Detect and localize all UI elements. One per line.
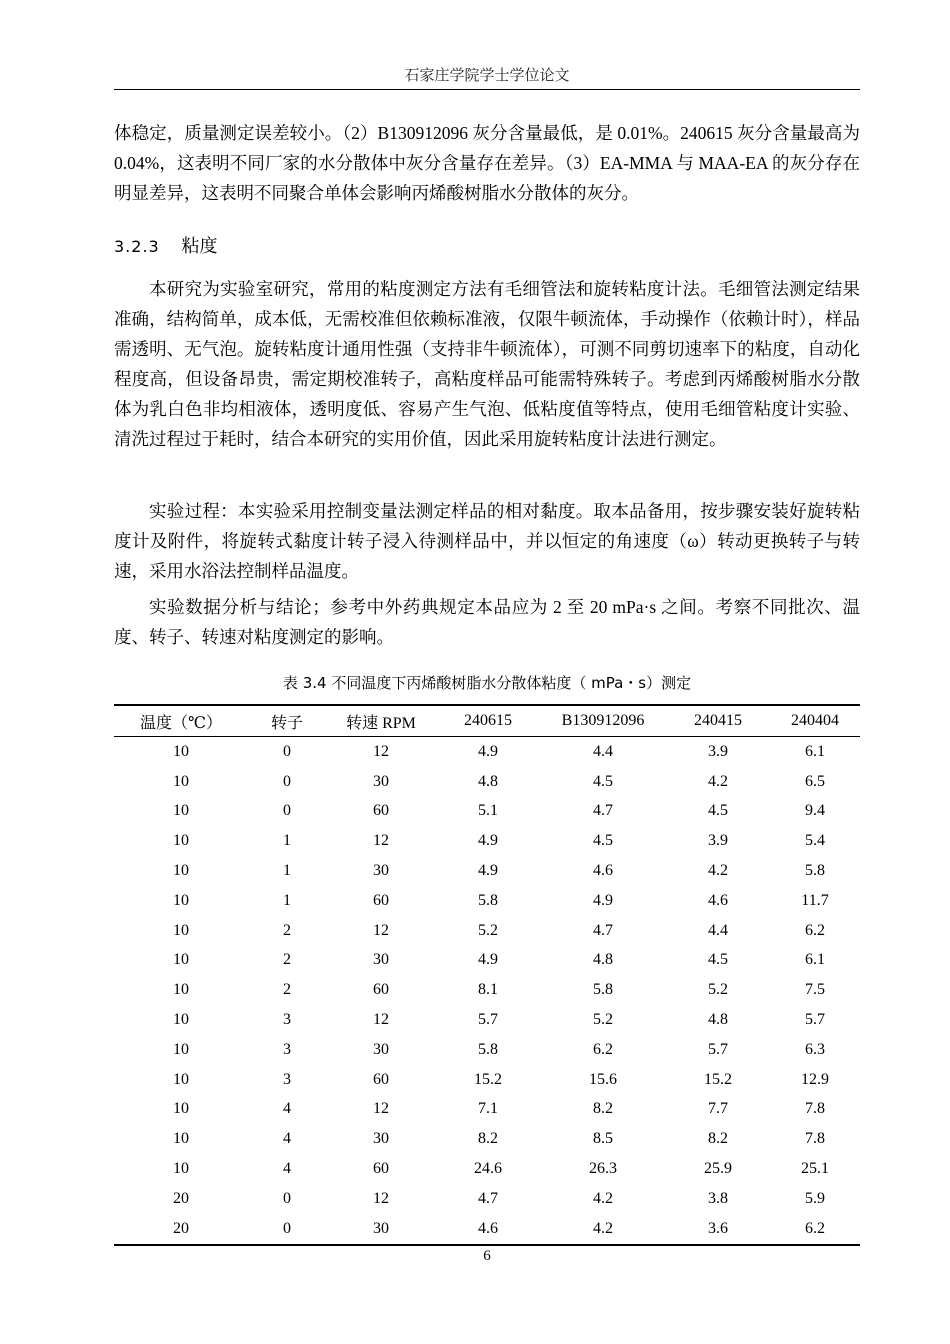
table-cell: 4.2 xyxy=(708,862,728,880)
table-cell: 20 xyxy=(173,1189,189,1207)
table-row xyxy=(114,886,860,916)
column-header-240415: 240415 xyxy=(694,712,742,729)
section-title: 粘度 xyxy=(181,236,218,257)
table-cell: 15.2 xyxy=(704,1070,732,1088)
table-cell: 4.9 xyxy=(478,742,498,760)
table-cell: 26.3 xyxy=(589,1160,617,1178)
table-cell: 4.4 xyxy=(708,921,728,939)
table-row xyxy=(114,1124,860,1154)
table-cell: 8.2 xyxy=(708,1130,728,1148)
table-row xyxy=(114,826,860,856)
table-cell: 3 xyxy=(283,1011,291,1029)
table-cell: 5.8 xyxy=(593,981,613,999)
table-cell: 10 xyxy=(173,832,189,850)
table-cell: 10 xyxy=(173,802,189,820)
table-cell: 0 xyxy=(283,1189,291,1207)
table-cell: 6.3 xyxy=(805,1040,825,1058)
table-row xyxy=(114,946,860,976)
table-cell: 6.1 xyxy=(805,742,825,760)
table-caption: 表 3.4 不同温度下丙烯酸树脂水分散体粘度（ mPa・s）测定 xyxy=(282,674,692,692)
table-cell: 0 xyxy=(283,742,291,760)
table-cell: 10 xyxy=(173,772,189,790)
table-cell: 10 xyxy=(173,742,189,760)
table-row xyxy=(114,1005,860,1035)
table-row xyxy=(114,1035,860,1065)
table-cell: 5.7 xyxy=(805,1011,825,1029)
table-row xyxy=(114,797,860,827)
table-cell: 4.8 xyxy=(708,1011,728,1029)
table-cell: 9.4 xyxy=(805,802,825,820)
header-rule xyxy=(114,89,860,90)
table-cell: 5.2 xyxy=(708,981,728,999)
table-cell: 10 xyxy=(173,1160,189,1178)
table-cell: 4.2 xyxy=(593,1189,613,1207)
table-cell: 4.7 xyxy=(593,921,613,939)
table-cell: 4.9 xyxy=(478,832,498,850)
table-cell: 5.8 xyxy=(478,1040,498,1058)
table-cell: 4.6 xyxy=(593,862,613,880)
table-cell: 4.9 xyxy=(593,891,613,909)
table-row xyxy=(114,767,860,797)
table-cell: 4 xyxy=(283,1160,291,1178)
table-cell: 60 xyxy=(373,1160,389,1178)
table-cell: 0 xyxy=(283,802,291,820)
section-heading xyxy=(114,232,217,262)
table-cell: 10 xyxy=(173,1011,189,1029)
table-cell: 4.8 xyxy=(478,772,498,790)
table-cell: 0 xyxy=(283,1219,291,1237)
table-cell: 15.2 xyxy=(474,1070,502,1088)
table-cell: 6.5 xyxy=(805,772,825,790)
table-cell: 5.9 xyxy=(805,1189,825,1207)
table-cell: 3.9 xyxy=(708,742,728,760)
table-cell: 10 xyxy=(173,1130,189,1148)
table-header-row xyxy=(114,705,860,737)
table-cell: 4.5 xyxy=(708,951,728,969)
table-row xyxy=(114,1214,860,1245)
table-cell: 10 xyxy=(173,891,189,909)
table-cell: 2 xyxy=(283,981,291,999)
section-number: 3.2.3 xyxy=(114,237,160,256)
table-cell: 30 xyxy=(373,772,389,790)
table-cell: 12 xyxy=(373,921,389,939)
table-cell: 10 xyxy=(173,862,189,880)
table-cell: 5.4 xyxy=(805,832,825,850)
table-cell: 10 xyxy=(173,921,189,939)
column-header-temperature: 温度（℃） xyxy=(140,714,222,732)
page-number: 6 xyxy=(483,1248,491,1264)
table-row xyxy=(114,1154,860,1184)
table-cell: 12 xyxy=(373,742,389,760)
table-cell: 60 xyxy=(373,981,389,999)
table-cell: 4.9 xyxy=(478,951,498,969)
column-header-240404: 240404 xyxy=(791,712,839,729)
table-cell: 30 xyxy=(373,1040,389,1058)
table-cell: 5.2 xyxy=(478,921,498,939)
table-cell: 10 xyxy=(173,1100,189,1118)
viscosity-table xyxy=(114,704,860,1246)
table-cell: 4.7 xyxy=(478,1189,498,1207)
table-cell: 7.8 xyxy=(805,1130,825,1148)
table-cell: 7.5 xyxy=(805,981,825,999)
table-cell: 6.1 xyxy=(805,951,825,969)
table-cell: 4 xyxy=(283,1100,291,1118)
table-cell: 12 xyxy=(373,1100,389,1118)
table-cell: 4.6 xyxy=(708,891,728,909)
table-cell: 60 xyxy=(373,891,389,909)
table-cell: 6.2 xyxy=(593,1040,613,1058)
table-cell: 1 xyxy=(283,832,291,850)
table-body xyxy=(114,737,860,1245)
table-cell: 4 xyxy=(283,1130,291,1148)
table-cell: 5.8 xyxy=(805,862,825,880)
table-cell: 0 xyxy=(283,772,291,790)
table-cell: 20 xyxy=(173,1219,189,1237)
table-cell: 5.8 xyxy=(478,891,498,909)
table-cell: 4.4 xyxy=(593,742,613,760)
table-row xyxy=(114,916,860,946)
table-cell: 4.9 xyxy=(478,862,498,880)
table-cell: 3.8 xyxy=(708,1189,728,1207)
paragraph-experiment-process: 实验过程：本实验采用控制变量法测定样品的相对黏度。取本品备用，按步骤安装好旋转粘度计及附件，将旋转式黏度计转子浸入待测样品中，并以恒定的角速度（ω）转动更换转子与转速，采用水浴法控制样品温度。 xyxy=(114,501,860,581)
table-cell: 60 xyxy=(373,1070,389,1088)
table-cell: 12 xyxy=(373,832,389,850)
table-row xyxy=(114,1065,860,1095)
table-row xyxy=(114,975,860,1005)
table-cell: 24.6 xyxy=(474,1160,502,1178)
table-cell: 6.2 xyxy=(805,921,825,939)
table-cell: 30 xyxy=(373,862,389,880)
table-cell: 3.6 xyxy=(708,1219,728,1237)
table-cell: 2 xyxy=(283,951,291,969)
table-cell: 5.1 xyxy=(478,802,498,820)
table-cell: 8.2 xyxy=(478,1130,498,1148)
table-cell: 4.5 xyxy=(593,832,613,850)
table-cell: 25.1 xyxy=(801,1160,829,1178)
table-cell: 10 xyxy=(173,1040,189,1058)
paragraph-data-analysis: 实验数据分析与结论；参考中外药典规定本品应为 2 至 20 mPa·s 之间。考察不同批次、温度、转子、转速对粘度测定的影响。 xyxy=(114,597,860,647)
table-cell: 3 xyxy=(283,1070,291,1088)
table-cell: 15.6 xyxy=(589,1070,617,1088)
table-cell: 3.9 xyxy=(708,832,728,850)
table-cell: 4.2 xyxy=(708,772,728,790)
table-row xyxy=(114,1095,860,1125)
table-cell: 12 xyxy=(373,1189,389,1207)
running-header: 石家庄学院学士学位论文 xyxy=(404,68,570,84)
column-header-240615: 240615 xyxy=(464,712,512,729)
paragraph-ash-conclusion: 体稳定，质量测定误差较小。（2）B130912096 灰分含量最低，是 0.01%。240615 灰分含量最高为 0.04%，这表明不同厂家的水分散体中灰分含量存在差异。（3）EA-MMA 与 MAA-EA 的灰分存在明显差异，这表明不同聚合单体会影响丙烯酸树脂水分散体的灰分。 xyxy=(114,123,860,203)
table-cell: 5.7 xyxy=(708,1040,728,1058)
table-cell: 1 xyxy=(283,891,291,909)
table-cell: 4.5 xyxy=(708,802,728,820)
table-cell: 8.5 xyxy=(593,1130,613,1148)
table-cell: 30 xyxy=(373,1130,389,1148)
table-cell: 30 xyxy=(373,951,389,969)
table-cell: 10 xyxy=(173,981,189,999)
table-cell: 4.7 xyxy=(593,802,613,820)
paragraph-method-intro: 本研究为实验室研究，常用的粘度测定方法有毛细管法和旋转粘度计法。毛细管法测定结果准确，结构简单，成本低，无需校准但依赖标准液，仅限牛顿流体，手动操作（依赖计时），样品需透明、无气泡。旋转粘度计通用性强（支持非牛顿流体），可测不同剪切速率下的粘度，自动化程度高，但设备昂贵，需定期校准转子，高粘度样品可能需特殊转子。考虑到丙烯酸树脂水分散体为乳白色非均相液体，透明度低、容易产生气泡、低粘度值等特点，使用毛细管粘度计实验、清洗过程过于耗时，结合本研究的实用价值，因此采用旋转粘度计法进行测定。 xyxy=(114,279,860,449)
table-cell: 4.8 xyxy=(593,951,613,969)
table-cell: 10 xyxy=(173,1070,189,1088)
table-cell: 60 xyxy=(373,802,389,820)
table-row xyxy=(114,1184,860,1214)
table-cell: 25.9 xyxy=(704,1160,732,1178)
table-cell: 4.5 xyxy=(593,772,613,790)
column-header-rotor: 转子 xyxy=(270,714,303,732)
table-cell: 12 xyxy=(373,1011,389,1029)
table-cell: 7.7 xyxy=(708,1100,728,1118)
table-cell: 4.6 xyxy=(478,1219,498,1237)
table-cell: 7.1 xyxy=(478,1100,498,1118)
table-cell: 8.1 xyxy=(478,981,498,999)
table-cell: 2 xyxy=(283,921,291,939)
table-cell: 5.2 xyxy=(593,1011,613,1029)
table-row xyxy=(114,856,860,886)
table-cell: 3 xyxy=(283,1040,291,1058)
table-cell: 1 xyxy=(283,862,291,880)
table-row xyxy=(114,737,860,767)
column-header-rpm: 转速 RPM xyxy=(346,714,416,732)
table-cell: 6.2 xyxy=(805,1219,825,1237)
table-cell: 5.7 xyxy=(478,1011,498,1029)
table-cell: 4.2 xyxy=(593,1219,613,1237)
table-cell: 8.2 xyxy=(593,1100,613,1118)
table-cell: 10 xyxy=(173,951,189,969)
column-header-b130912096: B130912096 xyxy=(561,712,645,729)
table-cell: 30 xyxy=(373,1219,389,1237)
table-cell: 7.8 xyxy=(805,1100,825,1118)
table-cell: 11.7 xyxy=(801,891,829,909)
table-cell: 12.9 xyxy=(801,1070,829,1088)
